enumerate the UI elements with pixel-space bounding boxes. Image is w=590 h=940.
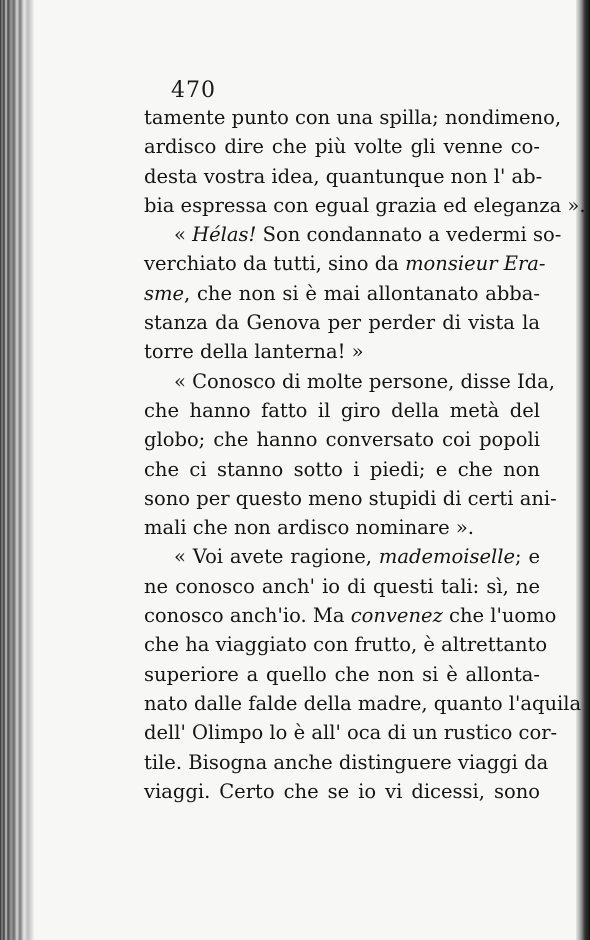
text-line xyxy=(144,748,549,777)
text-segment: ; e xyxy=(515,545,540,569)
text-line xyxy=(144,660,540,689)
italic-text: mademoiselle xyxy=(378,545,516,569)
text-line xyxy=(144,513,540,542)
text-segment: , che non si è mai allontanato abba- xyxy=(184,281,540,305)
italic-text: convenez xyxy=(350,604,443,628)
text-segment: sono per questo meno stupidi di certi ani- xyxy=(144,486,557,510)
text-segment: che ci stanno sotto i piedi; e che non xyxy=(144,457,540,481)
text-segment: bia espressa con egual grazia ed eleganza ». xyxy=(144,193,586,217)
book-binding-edge xyxy=(0,0,34,940)
text-line xyxy=(144,220,562,249)
text-line xyxy=(144,132,540,161)
text-line xyxy=(144,572,540,601)
text-line xyxy=(144,308,540,337)
text-segment: stanza da Genova per perder di vista la xyxy=(144,311,540,335)
page-number: 470 xyxy=(171,78,216,103)
italic-text: Hélas! xyxy=(192,223,257,247)
text-segment: ardisco dire che più volte gli venne co- xyxy=(144,135,540,159)
text-segment: torre della lanterna! » xyxy=(144,340,364,364)
text-line xyxy=(144,191,586,220)
text-segment: tamente punto con una spilla; nondimeno, xyxy=(144,106,562,129)
text-segment: nato dalle falde della madre, quanto l'aquila xyxy=(144,691,582,715)
text-line xyxy=(144,777,540,806)
text-line xyxy=(144,425,540,454)
text-segment: « xyxy=(174,223,193,247)
text-line xyxy=(144,718,558,747)
text-segment: Son condannato a vedermi so- xyxy=(256,223,562,247)
text-segment: verchiato da tutti, sino da xyxy=(144,252,406,276)
text-segment: « Voi avete ragione, xyxy=(174,545,379,569)
text-line xyxy=(144,249,546,278)
text-line xyxy=(144,689,582,718)
text-segment: tile. Bisogna anche distinguere viaggi da xyxy=(144,750,549,774)
italic-text: monsieur Era- xyxy=(405,252,546,276)
text-line xyxy=(144,367,555,396)
text-line xyxy=(144,484,557,513)
text-line xyxy=(144,601,557,630)
text-segment: « Conosco di molte persone, disse Ida, xyxy=(174,369,555,393)
text-segment: che hanno fatto il giro della metà del xyxy=(144,398,540,422)
text-line xyxy=(144,279,540,308)
text-line xyxy=(144,630,548,659)
text-line xyxy=(144,396,540,425)
page-right-edge xyxy=(576,0,590,940)
text-segment: mali che non ardisco nominare ». xyxy=(144,516,474,540)
text-segment: superiore a quello che non si è allonta- xyxy=(144,662,540,686)
text-segment: globo; che hanno conversato coi popoli xyxy=(144,428,540,452)
text-segment: dell' Olimpo lo è all' oca di un rustico cor- xyxy=(144,721,558,745)
text-segment: viaggi. Certo che se io vi dicessi, sono xyxy=(144,779,540,803)
text-line xyxy=(144,542,540,571)
text-segment: ne conosco anch' io di questi tali: sì, ne xyxy=(144,574,540,598)
text-line xyxy=(144,103,562,132)
text-segment: che l'uomo xyxy=(442,604,557,628)
text-line xyxy=(144,162,543,191)
text-segment: conosco anch'io. Ma xyxy=(144,604,351,628)
text-line xyxy=(144,455,540,484)
italic-text: sme xyxy=(144,281,185,305)
text-segment: desta vostra idea, quantunque non l' ab- xyxy=(144,164,543,188)
body-text xyxy=(144,103,586,806)
text-segment: che ha viaggiato con frutto, è altrettanto xyxy=(144,633,548,657)
text-line xyxy=(144,337,540,366)
